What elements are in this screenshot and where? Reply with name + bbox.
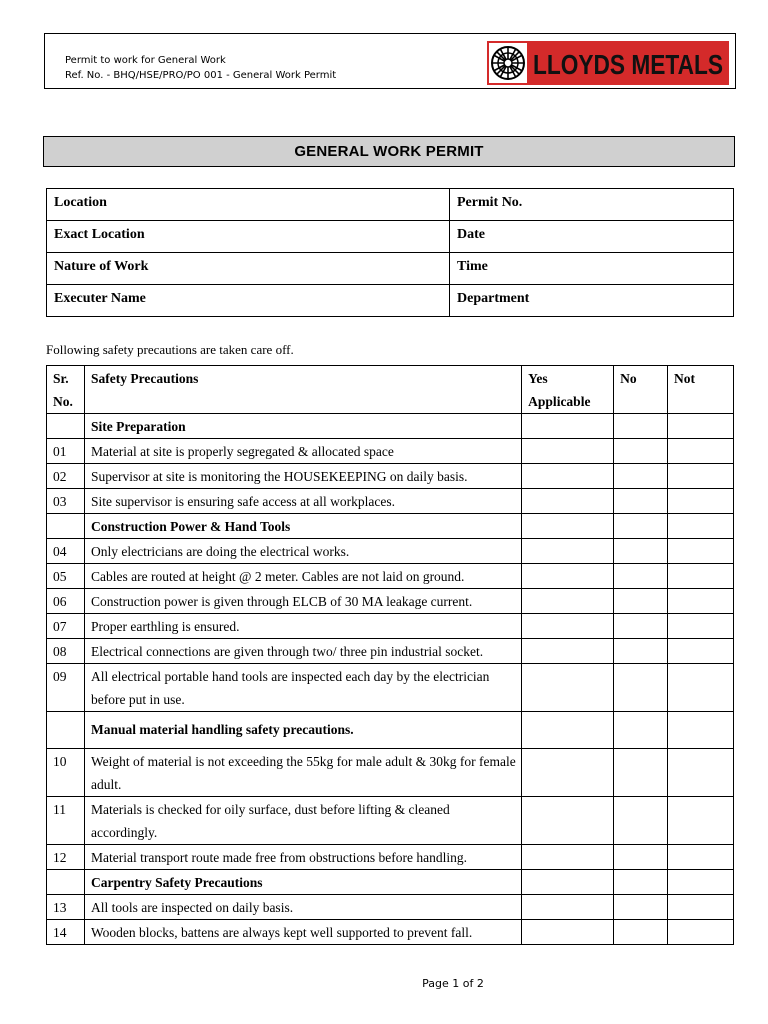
yes-cell[interactable] [522, 664, 614, 712]
table-row [47, 539, 734, 564]
row-sr: 06 [47, 589, 85, 614]
no-cell[interactable] [614, 614, 668, 639]
table-row [47, 464, 734, 489]
section-title: Construction Power & Hand Tools [84, 514, 521, 539]
no-cell[interactable] [614, 920, 668, 945]
yes-cell[interactable] [522, 895, 614, 920]
not-cell[interactable] [668, 797, 734, 845]
not-cell[interactable] [668, 639, 734, 664]
table-row [47, 614, 734, 639]
logo-text: LLOYDS METALS [533, 49, 723, 80]
not-cell[interactable] [668, 464, 734, 489]
no-cell[interactable] [614, 845, 668, 870]
table-row [47, 845, 734, 870]
row-text: Supervisor at site is monitoring the HOUSEKEEPING on daily basis. [84, 464, 521, 489]
not-cell[interactable] [668, 895, 734, 920]
row-text: All electrical portable hand tools are inspected each day by the electrician before put in use. [84, 664, 521, 712]
table-row [47, 489, 734, 514]
yes-cell[interactable] [522, 797, 614, 845]
table-row [47, 564, 734, 589]
row-text: Only electricians are doing the electrical works. [84, 539, 521, 564]
safety-precautions-table [46, 365, 734, 945]
yes-cell[interactable] [522, 464, 614, 489]
row-text: Materials is checked for oily surface, dust before lifting & cleaned accordingly. [84, 797, 521, 845]
department-label: Department [450, 285, 734, 317]
row-sr: 14 [47, 920, 85, 945]
table-row [47, 749, 734, 797]
section-row [47, 870, 734, 895]
time-label: Time [450, 253, 734, 285]
header-yes-applicable: Yes Applicable [522, 366, 614, 414]
no-cell[interactable] [614, 489, 668, 514]
page-footer [0, 977, 768, 990]
row-sr: 02 [47, 464, 85, 489]
yes-cell[interactable] [522, 614, 614, 639]
document-header [44, 33, 736, 89]
section-title: Manual material handling safety precautions. [84, 712, 521, 749]
table-row [47, 895, 734, 920]
section-title: Site Preparation [84, 414, 521, 439]
no-cell[interactable] [614, 797, 668, 845]
header-reference: Ref. No. - BHQ/HSE/PRO/PO 001 - General Work Permit [65, 70, 337, 81]
info-row [47, 253, 734, 285]
no-cell[interactable] [614, 439, 668, 464]
section-row [47, 414, 734, 439]
no-cell[interactable] [614, 464, 668, 489]
not-cell[interactable] [668, 539, 734, 564]
date-label: Date [450, 221, 734, 253]
header-no: No [614, 366, 668, 414]
row-sr: 08 [47, 639, 85, 664]
table-row [47, 797, 734, 845]
row-sr: 10 [47, 749, 85, 797]
yes-cell[interactable] [522, 564, 614, 589]
row-sr: 01 [47, 439, 85, 464]
info-row [47, 221, 734, 253]
header-title: Permit to work for General Work [65, 55, 226, 66]
row-sr: 09 [47, 664, 85, 712]
no-cell[interactable] [614, 564, 668, 589]
permit-info-table [46, 188, 734, 317]
row-text: Weight of material is not exceeding the 55kg for male adult & 30kg for female adult. [84, 749, 521, 797]
location-label: Location [47, 189, 450, 221]
no-cell[interactable] [614, 539, 668, 564]
table-row [47, 664, 734, 712]
row-text: All tools are inspected on daily basis. [84, 895, 521, 920]
permit-no-label: Permit No. [450, 189, 734, 221]
exact-location-label: Exact Location [47, 221, 450, 253]
yes-cell[interactable] [522, 589, 614, 614]
nature-of-work-label: Nature of Work [47, 253, 450, 285]
row-text: Material transport route made free from obstructions before handling. [84, 845, 521, 870]
row-sr: 03 [47, 489, 85, 514]
lloyds-metals-logo [487, 41, 729, 85]
yes-cell[interactable] [522, 639, 614, 664]
page-number: Page 1 of 2 [422, 977, 484, 990]
yes-cell[interactable] [522, 539, 614, 564]
row-sr: 13 [47, 895, 85, 920]
not-cell[interactable] [668, 589, 734, 614]
row-text: Electrical connections are given through two/ three pin industrial socket. [84, 639, 521, 664]
section-title: Carpentry Safety Precautions [84, 870, 521, 895]
table-row [47, 639, 734, 664]
no-cell[interactable] [614, 664, 668, 712]
table-row [47, 589, 734, 614]
yes-cell[interactable] [522, 749, 614, 797]
row-text: Cables are routed at height @ 2 meter. Cables are not laid on ground. [84, 564, 521, 589]
no-cell[interactable] [614, 749, 668, 797]
not-cell[interactable] [668, 439, 734, 464]
row-text: Wooden blocks, battens are always kept well supported to prevent fall. [84, 920, 521, 945]
header-safety-precautions: Safety Precautions [84, 366, 521, 414]
executer-name-label: Executer Name [47, 285, 450, 317]
yes-cell[interactable] [522, 920, 614, 945]
row-sr: 07 [47, 614, 85, 639]
info-row [47, 285, 734, 317]
yes-cell[interactable] [522, 845, 614, 870]
not-cell[interactable] [668, 749, 734, 797]
yes-cell[interactable] [522, 489, 614, 514]
precautions-note: Following safety precautions are taken care off. [46, 342, 294, 357]
row-sr: 12 [47, 845, 85, 870]
yes-cell[interactable] [522, 439, 614, 464]
not-cell[interactable] [668, 489, 734, 514]
not-cell[interactable] [668, 614, 734, 639]
page-title: GENERAL WORK PERMIT [43, 136, 735, 167]
section-row [47, 712, 734, 749]
not-cell[interactable] [668, 920, 734, 945]
table-header-row [47, 366, 734, 414]
no-cell[interactable] [614, 639, 668, 664]
header-not: Not [668, 366, 734, 414]
table-row [47, 920, 734, 945]
row-text: Site supervisor is ensuring safe access at all workplaces. [84, 489, 521, 514]
row-sr: 05 [47, 564, 85, 589]
section-row [47, 514, 734, 539]
header-text [65, 53, 336, 83]
not-cell[interactable] [668, 845, 734, 870]
row-text: Proper earthling is ensured. [84, 614, 521, 639]
no-cell[interactable] [614, 895, 668, 920]
row-text: Material at site is properly segregated & allocated space [84, 439, 521, 464]
no-cell[interactable] [614, 589, 668, 614]
row-sr: 04 [47, 539, 85, 564]
table-row [47, 439, 734, 464]
not-cell[interactable] [668, 664, 734, 712]
info-row [47, 189, 734, 221]
header-sr-no: Sr. No. [47, 366, 85, 414]
row-sr: 11 [47, 797, 85, 845]
row-text: Construction power is given through ELCB of 30 MA leakage current. [84, 589, 521, 614]
not-cell[interactable] [668, 564, 734, 589]
